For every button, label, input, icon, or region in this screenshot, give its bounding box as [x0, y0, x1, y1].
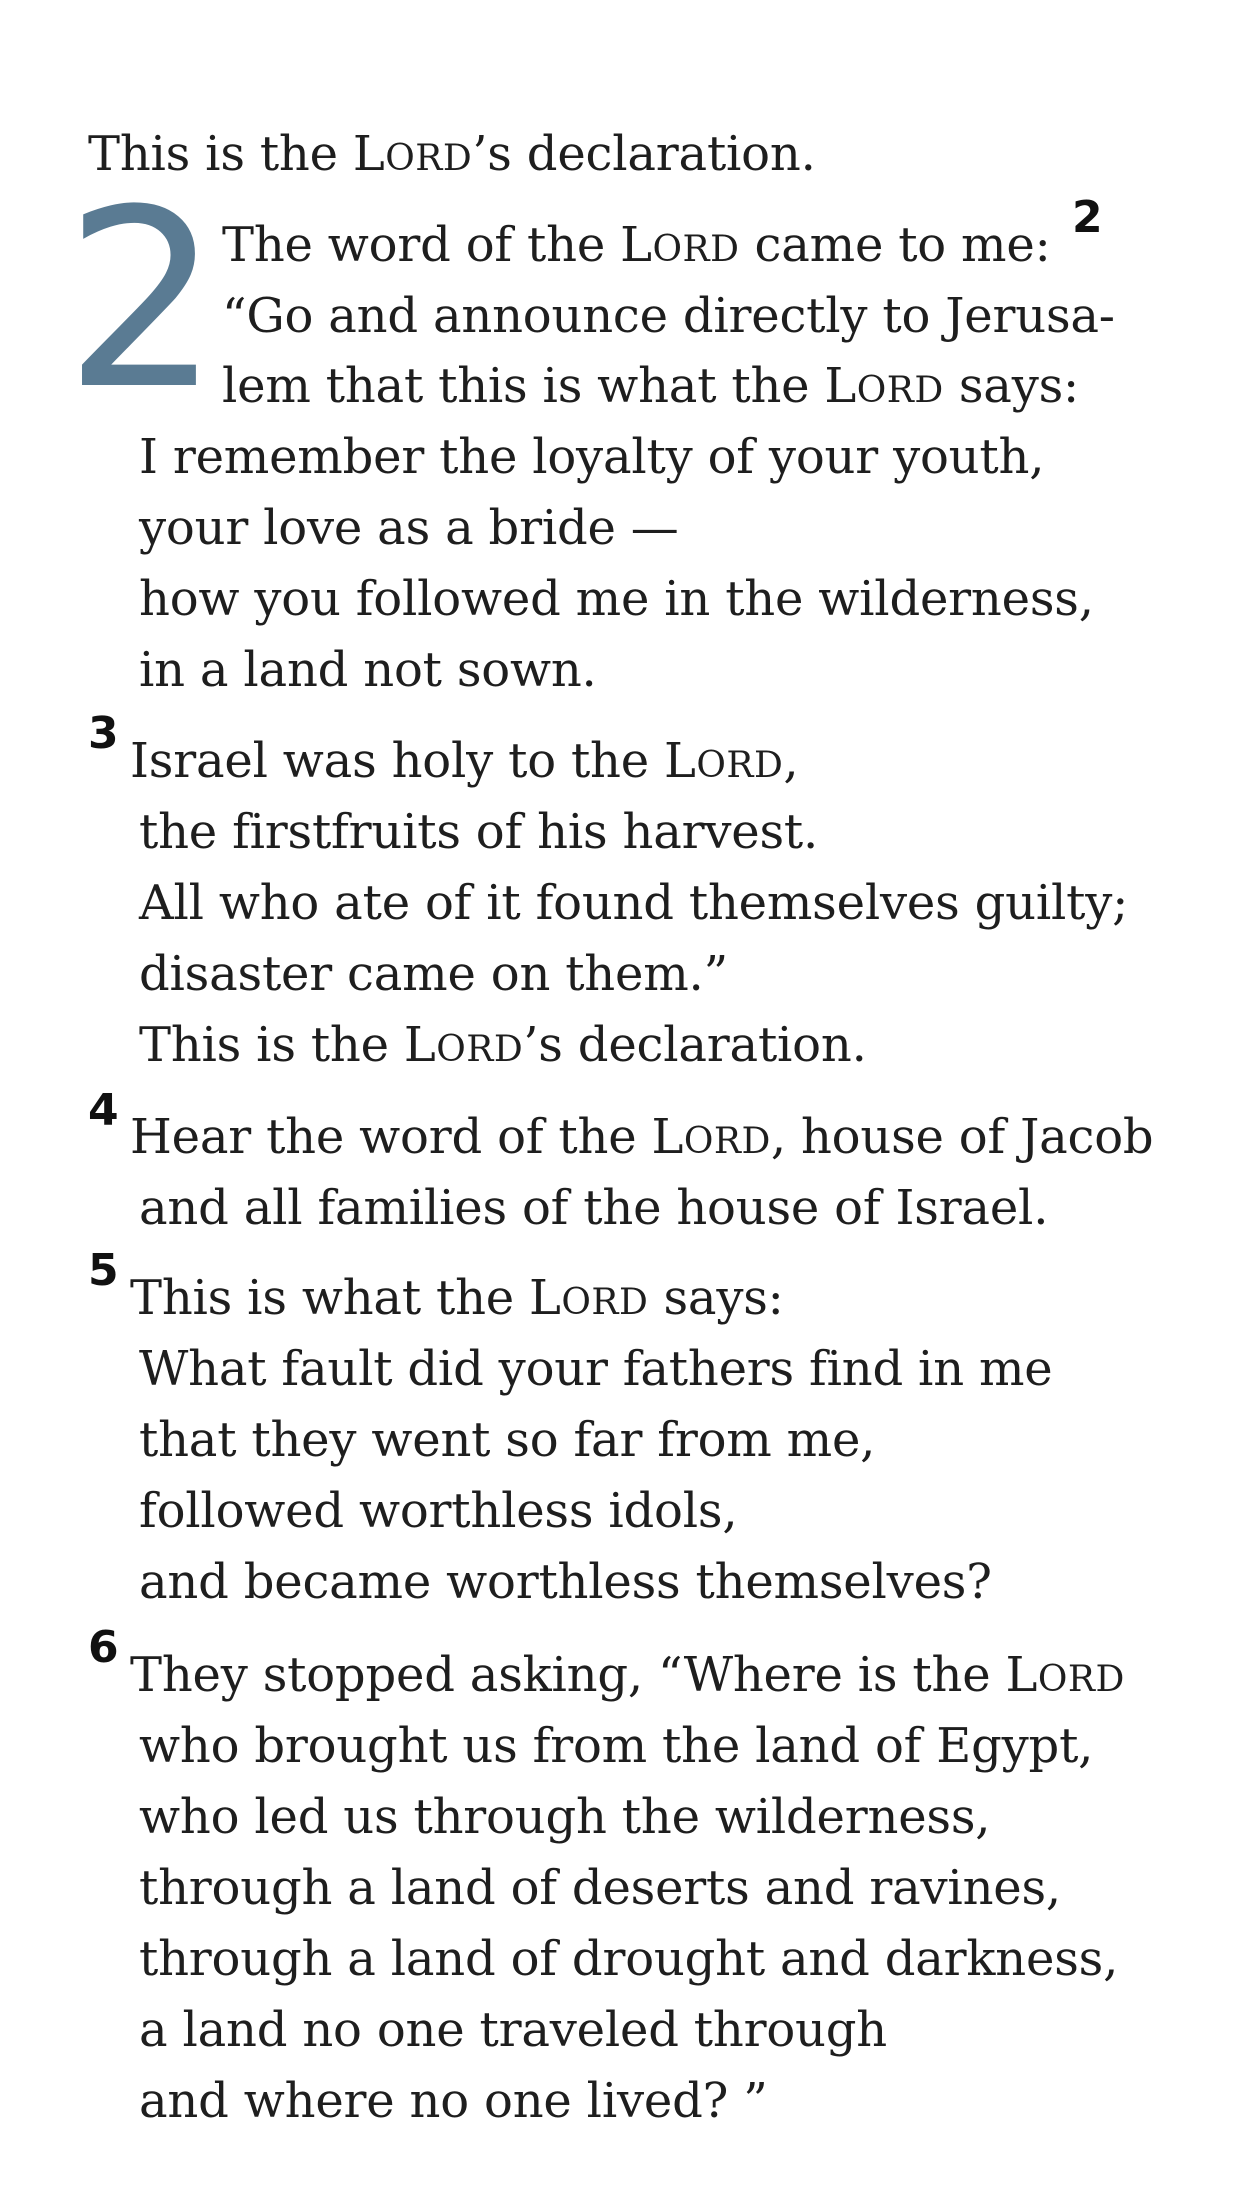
verse-line	[130, 731, 798, 796]
verse-line: and all families of the house of Israel.	[139, 1180, 1049, 1236]
lord-small-caps: LORD	[620, 217, 740, 273]
text-segment: ,	[783, 733, 799, 789]
verse-line: that they went so far from me,	[139, 1412, 876, 1468]
lord-small-caps: LORD	[664, 733, 784, 789]
verse-line	[130, 1107, 1153, 1172]
verse-line	[222, 356, 1079, 421]
verse-number: 3	[88, 708, 119, 759]
text-segment: They stopped asking, “Where is the	[130, 1647, 1006, 1703]
verse-line: the firstfruits of his harvest.	[139, 804, 819, 860]
lord-small-caps: LORD	[352, 126, 473, 182]
text-segment: says:	[648, 1270, 784, 1326]
verse-line	[139, 1015, 867, 1080]
text-segment: ’s declaration.	[472, 126, 816, 182]
verse-line: What fault did your fathers find in me	[139, 1341, 1053, 1397]
text-segment: This is the	[88, 126, 353, 182]
verse-line: disaster came on them.”	[139, 946, 728, 1002]
text-segment: The word of the	[222, 217, 621, 273]
verse-line	[130, 1268, 784, 1333]
verse-line: followed worthless idols,	[139, 1483, 738, 1539]
verse-line: I remember the loyalty of your youth,	[139, 429, 1045, 485]
text-segment: came to me:	[739, 217, 1051, 273]
verse-line: and became worthless themselves?	[139, 1554, 992, 1610]
verse-number: 4	[88, 1085, 119, 1136]
verse-line: how you followed me in the wilderness,	[139, 571, 1094, 627]
verse-line: who brought us from the land of Egypt,	[139, 1718, 1094, 1774]
verse-line: who led us through the wilderness,	[139, 1789, 991, 1845]
lord-small-caps: LORD	[1005, 1647, 1125, 1703]
text-segment: lem that this is what the	[222, 358, 825, 414]
verse-line: “Go and announce directly to Jerusa-	[222, 288, 1115, 344]
verse-line: All who ate of it found themselves guilty;	[139, 875, 1129, 931]
text-segment: Hear the word of the	[130, 1109, 652, 1165]
lord-small-caps: LORD	[529, 1270, 649, 1326]
text-segment: says:	[943, 358, 1080, 414]
verse-number: 6	[88, 1622, 119, 1673]
verse-line: in a land not sown.	[139, 642, 597, 698]
verse-line: and where no one lived? ”	[139, 2073, 768, 2129]
text-segment: Israel was holy to the	[130, 733, 665, 789]
verse-line: a land no one traveled through	[139, 2002, 888, 2058]
verse-line: through a land of deserts and ravines,	[139, 1860, 1061, 1916]
lord-small-caps: LORD	[824, 358, 944, 414]
lord-small-caps: LORD	[651, 1109, 771, 1165]
text-segment: This is the	[139, 1017, 404, 1073]
text-segment: , house of Jacob	[770, 1109, 1154, 1165]
verse-number: 2	[1072, 192, 1103, 243]
verse-line	[130, 1645, 1125, 1710]
verse-line: through a land of drought and darkness,	[139, 1931, 1119, 1987]
verse-number: 5	[88, 1245, 119, 1296]
chapter-number: 2	[64, 158, 221, 444]
verse-line	[222, 215, 1051, 280]
lord-small-caps: LORD	[403, 1017, 524, 1073]
text-segment: This is what the	[130, 1270, 530, 1326]
verse-line: your love as a bride —	[139, 500, 679, 556]
text-segment: ’s declaration.	[523, 1017, 867, 1073]
